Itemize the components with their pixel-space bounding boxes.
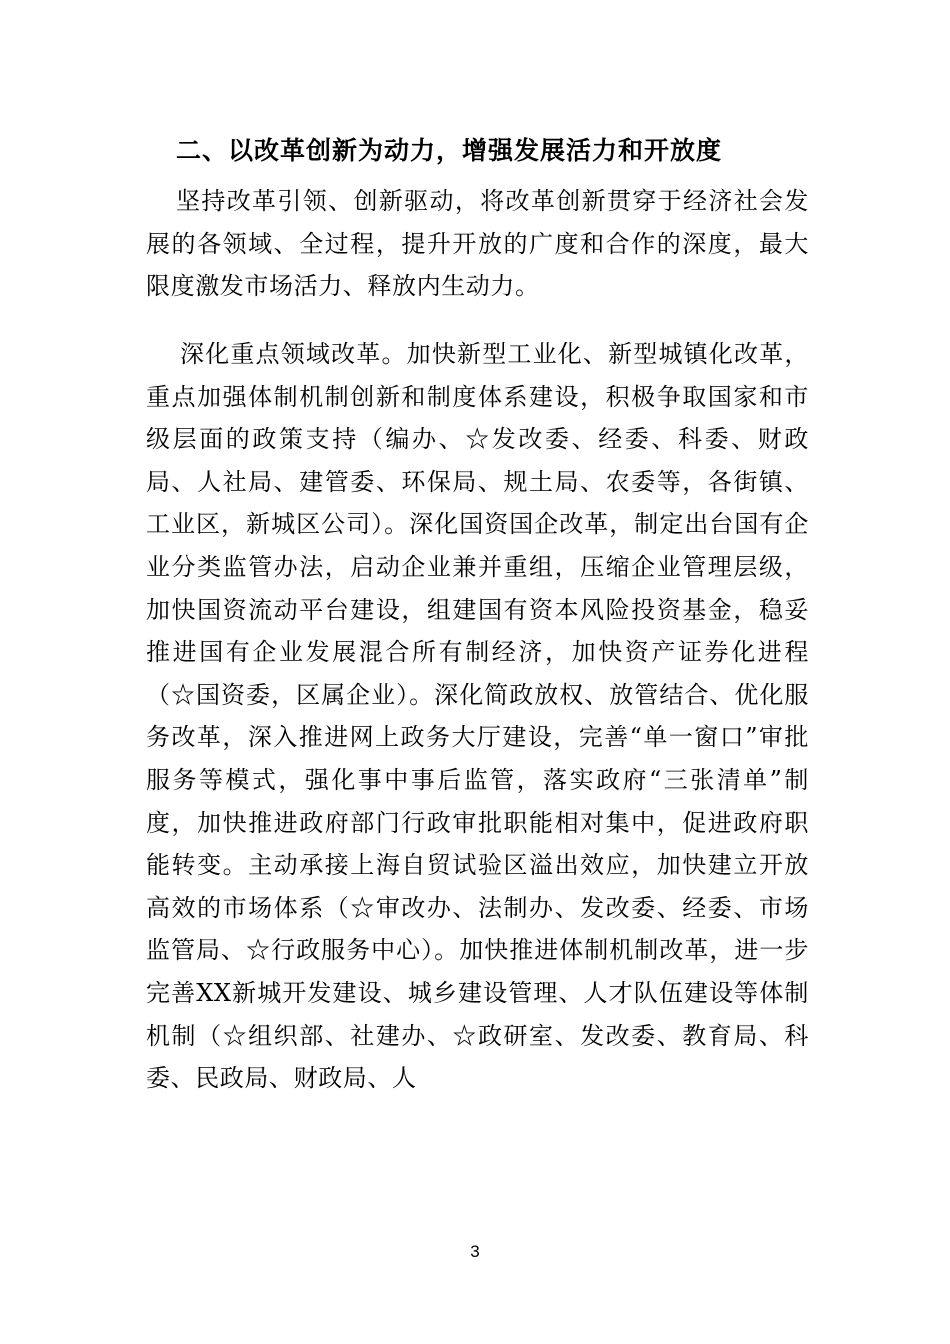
body-paragraph-reform: 深化重点领域改革。加快新型工业化、新型城镇化改革，重点加强体制机制创新和制度体系建设，积极争取国家和市级层面的政策支持（编办、☆发改委、经委、科委、财政局、人社局、建管委、环保局、规土局、农委等，各街镇、工业区，新城区公司）。深化国资国企改革，制定出台国有企业分类监管办法，启动企业兼并重组，压缩企业管理层级，加快国资流动平台建设，组建国有资本风险投资基金，稳妥推进国有企业发展混合所有制经济，加快资产证券化进程（☆国资委，区属企业）。深化简政放权、放管结合、优化服务改革，深入推进网上政务大厅建设，完善“单一窗口”审批服务等模式，强化事中事后监管，落实政府“三张清单”制度，加快推进政府部门行政审批职能相对集中，促进政府职能转变。主动承接上海自贸试验区溢出效应，加快建立开放高效的市场体系（☆审改办、法制办、发改委、经委、市场监管局、☆行政服务中心）。加快推进体制机制改革，进一步完善XX新城开发建设、城乡建设管理、人才队伍建设等体制机制（☆组织部、社建办、☆政研室、发改委、教育局、科委、民政局、财政局、人 <box>146 340 809 1093</box>
page-number: 3 <box>470 1242 480 1261</box>
section-heading: 二、以改革创新为动力，增强发展活力和开放度 <box>176 136 723 165</box>
body-paragraph-intro: 坚持改革引领、创新驱动，将改革创新贯穿于经济社会发展的各领域、全过程，提升开放的广度和合作的深度，最大限度激发市场活力、释放内生动力。 <box>146 187 809 301</box>
